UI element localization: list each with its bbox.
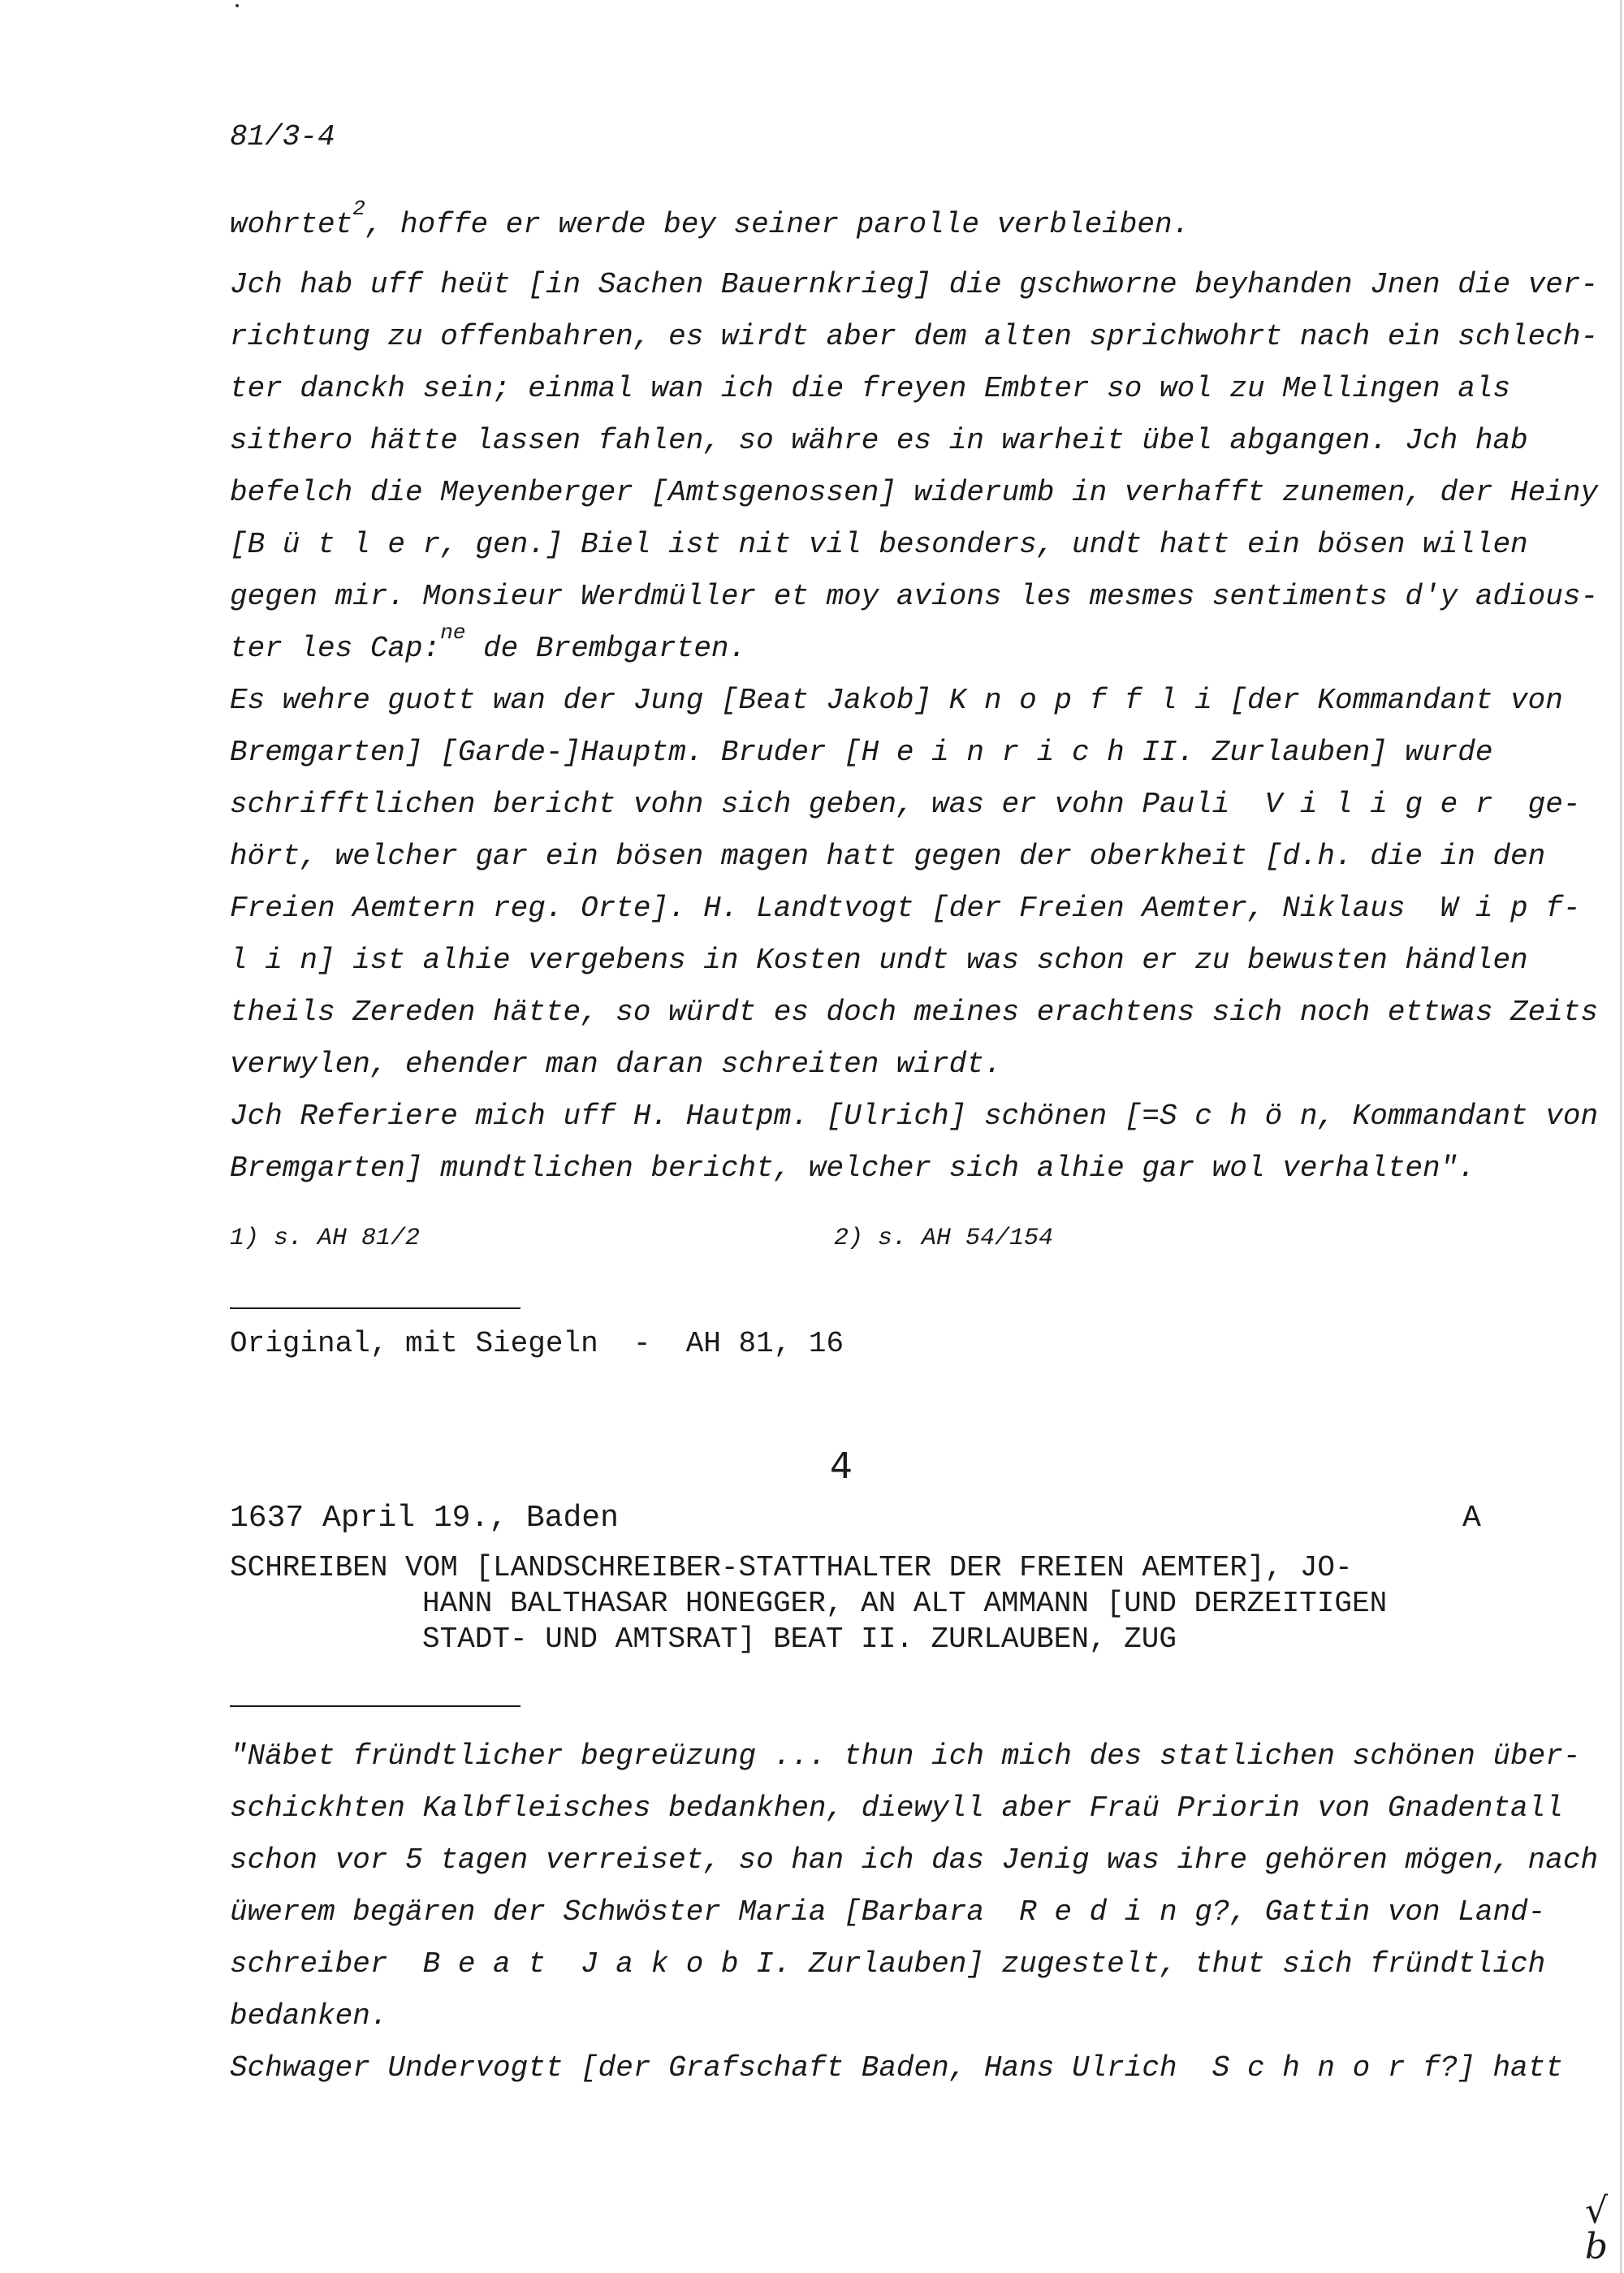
letter-line: verwylen, ehender man daran schreiten wirdt. <box>230 1048 1002 1081</box>
footnote-marker: 2 <box>352 197 365 221</box>
letter-line: [B ü t l e r, gen.] Biel ist nit vil besonders, undt hatt ein bösen willen <box>230 528 1528 561</box>
margin-letter: b <box>1584 2226 1608 2267</box>
letter-line: Bremgarten] [Garde-]Hauptm. Bruder [H e i n r i c h II. Zurlauben] wurde <box>230 736 1493 769</box>
letter-line: Jch hab uff heüt [in Sachen Bauernkrieg] die gschworne beyhanden Jnen die ver- <box>230 268 1599 301</box>
letter-line: sithero hätte lassen fahlen, so währe es in warheit übel abgangen. Jch hab <box>230 424 1528 457</box>
entry-category: A <box>1462 1501 1481 1536</box>
letter-line: Schwager Undervogtt [der Grafschaft Baden, Hans Ulrich S c h n o r f?] hatt <box>230 2051 1563 2085</box>
handwritten-margin-marks <box>1584 2190 1608 2267</box>
letter-line: schickhten Kalbfleisches bedankhen, diewyll aber Fraü Priorin von Gnadentall <box>230 1791 1563 1825</box>
entry-title-line: SCHREIBEN VOM [LANDSCHREIBER-STATTHALTER DER FREIEN AEMTER], JO- <box>230 1551 1353 1584</box>
page-edge-shadow <box>1620 0 1622 2273</box>
separator-rule <box>230 1307 520 1309</box>
letter-line: schrifftlichen bericht vohn sich geben, was er vohn Pauli V i l i g e r ge- <box>230 788 1581 821</box>
check-mark: √ <box>1584 2190 1608 2232</box>
letter-line: theils Zereden hätte, so würdt es doch meines erachtens sich noch ettwas Zeits <box>230 996 1599 1029</box>
entry-date-place: 1637 April 19., Baden <box>230 1501 619 1536</box>
letter-line: gegen mir. Monsieur Werdmüller et moy avions les mesmes sentiments d'y adious- <box>230 580 1599 613</box>
letter-line: richtung zu offenbahren, es wirdt aber dem alten sprichwohrt nach ein schlech- <box>230 320 1599 353</box>
letter-line: hört, welcher gar ein bösen magen hatt gegen der oberkheit [d.h. die in den <box>230 840 1546 873</box>
original-source-note: Original, mit Siegeln - AH 81, 16 <box>230 1327 844 1360</box>
entry-title-line: HANN BALTHASAR HONEGGER, AN ALT AMMANN [UND DERZEITIGEN <box>422 1587 1388 1620</box>
letter-line: Bremgarten] mundtlichen bericht, welcher sich alhie gar wol verhalten". <box>230 1152 1475 1185</box>
letter-line: schreiber B e a t J a k o b I. Zurlauben] zugestelt, thut sich fründtlich <box>230 1947 1546 1981</box>
letter-line: bedanken. <box>230 1999 388 2033</box>
separator-rule <box>230 1705 520 1707</box>
letter-line: "Näbet fründtlicher begreüzung ... thun ich mich des statlichen schönen über- <box>230 1739 1581 1773</box>
letter-line: wohrtet$^2$, hoffe er werde bey seiner parolle verbleiben. <box>230 197 1190 241</box>
footnote-1: 1) s. AH 81/2 <box>230 1225 421 1252</box>
letter-line: ter les Cap:$^{ne}$ de Brembgarten. <box>230 620 747 665</box>
letter-line: befelch die Meyenberger [Amtsgenossen] widerumb in verhafft zunemen, der Heiny <box>230 476 1599 509</box>
footnote-2: 2) s. AH 54/154 <box>834 1225 1054 1252</box>
superscript: ne <box>440 620 466 645</box>
letter-line: ter danckh sein; einmal wan ich die freyen Embter so wol zu Mellingen als <box>230 372 1511 405</box>
letter-line: Jch Referiere mich uff H. Hautpm. [Ulrich] schönen [=S c h ö n, Kommandant von <box>230 1100 1599 1133</box>
entry-title-line: STADT- UND AMTSRAT] BEAT II. ZURLAUBEN, ZUG <box>422 1623 1177 1656</box>
letter-line: üwerem begären der Schwöster Maria [Barbara R e d i n g?, Gattin von Land- <box>230 1895 1546 1929</box>
scan-speck <box>235 4 239 7</box>
letter-line: l i n] ist alhie vergebens in Kosten undt was schon er zu bewusten händlen <box>230 944 1528 977</box>
letter-line: schon vor 5 tagen verreiset, so han ich das Jenig was ihre gehören mögen, nach <box>230 1843 1599 1877</box>
letter-line: Es wehre guott wan der Jung [Beat Jakob] K n o p f f l i [der Kommandant von <box>230 684 1563 717</box>
page-reference: 81/3-4 <box>230 120 335 153</box>
entry-number: 4 <box>830 1445 853 1487</box>
letter-line: Freien Aemtern reg. Orte]. H. Landtvogt [der Freien Aemter, Niklaus W i p f- <box>230 892 1581 925</box>
